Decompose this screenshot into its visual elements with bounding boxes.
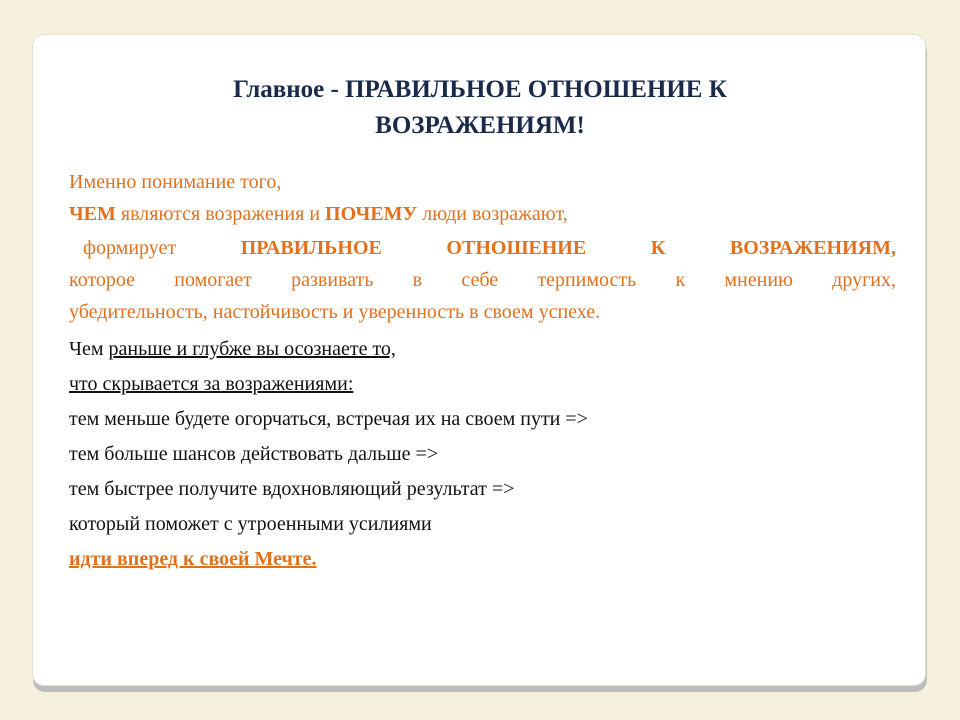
result-line-4: который поможет с утроенными усилиями bbox=[69, 513, 432, 535]
what-why-text1: являются возражения и bbox=[115, 203, 326, 225]
attitude-paragraph bbox=[69, 232, 896, 328]
attitude-paragraph-line1 bbox=[69, 232, 896, 264]
slide-title-line1: Главное - ПРАВИЛЬНОЕ ОТНОШЕНИЕ К bbox=[233, 76, 727, 103]
intro-line: Именно понимание того, bbox=[69, 171, 282, 193]
why-word: ПОЧЕМУ bbox=[325, 203, 418, 225]
result-line-3: тем быстрее получите вдохновляющий результат => bbox=[69, 478, 515, 500]
final-line bbox=[69, 542, 896, 577]
result-line-1: тем меньше будете огорчаться, встречая их на своем пути => bbox=[69, 408, 588, 430]
sooner-line bbox=[69, 332, 896, 367]
hidden-behind-line: что скрывается за возражениями: bbox=[69, 373, 354, 395]
attitude-lead: формирует bbox=[83, 237, 241, 259]
what-why-text2: люди возражают, bbox=[417, 203, 568, 225]
what-why-line bbox=[69, 198, 896, 230]
final-line-text: идти вперед к своей Мечте. bbox=[69, 548, 317, 570]
what-word: ЧЕМ bbox=[69, 203, 116, 225]
attitude-paragraph-line2: которое помогает развивать в себе терпимость к мнению других, bbox=[69, 269, 896, 291]
slide-title bbox=[100, 72, 860, 144]
result-line-2: тем больше шансов действовать дальше => bbox=[69, 443, 439, 465]
attitude-emphasis: ПРАВИЛЬНОЕ ОТНОШЕНИЕ К ВОЗРАЖЕНИЯМ, bbox=[240, 237, 896, 259]
sooner-prefix: Чем bbox=[69, 338, 109, 360]
attitude-paragraph-line3: убедительность, настойчивость и уверенность в своем успехе. bbox=[69, 301, 601, 323]
slide-title-line2: ВОЗРАЖЕНИЯМ! bbox=[375, 112, 585, 139]
slide-content bbox=[69, 166, 896, 577]
sooner-underlined: раньше и глубже вы осознаете то, bbox=[108, 338, 396, 360]
